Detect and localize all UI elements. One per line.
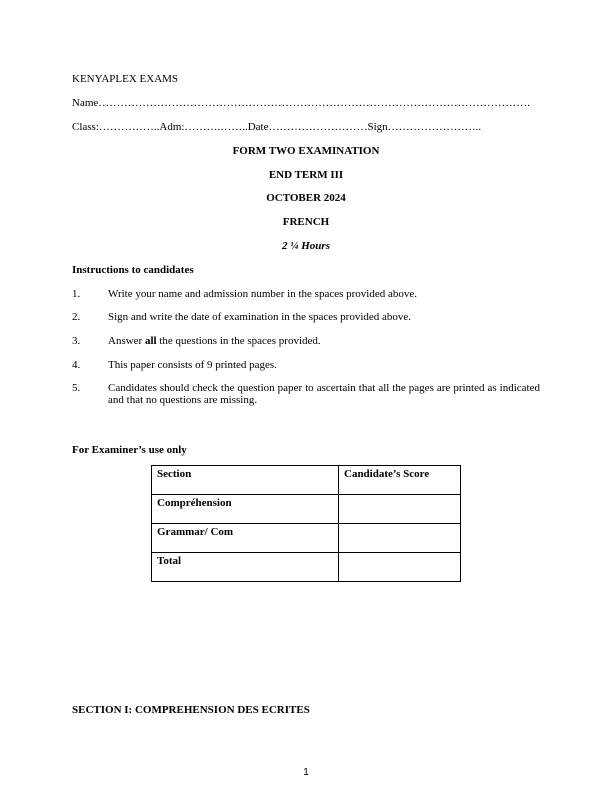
org-name: KENYAPLEX EXAMS — [72, 73, 179, 85]
table-row — [152, 524, 461, 553]
list-item-text: Answer — [108, 335, 145, 347]
list-item: Sign and write the date of examination in the spaces provided above. — [108, 311, 412, 323]
term-title: END TERM III — [268, 169, 344, 181]
header-score: Candidate’s Score — [339, 466, 461, 495]
date-title: OCTOBER 2024 — [266, 192, 346, 204]
table-row — [152, 495, 461, 524]
header-section: Section — [152, 466, 339, 495]
list-item-emphasis: all — [144, 335, 157, 347]
subject-title: FRENCH — [282, 216, 330, 228]
duration: 2 ¼ Hours — [282, 240, 330, 252]
list-item-number: 3. — [72, 335, 81, 347]
list-item — [108, 335, 540, 347]
score-cell — [339, 553, 461, 582]
table-header-row — [152, 466, 461, 495]
table-row — [152, 553, 461, 582]
list-item-number: 5. — [72, 382, 81, 394]
score-cell — [339, 524, 461, 553]
list-item: This paper consists of 9 printed pages. — [108, 359, 277, 371]
class-adm-date-sign-line: Class:……………..Adm:……….……..Date………………………Sign…………………….. — [72, 121, 482, 133]
list-item-number: 1. — [72, 288, 81, 300]
list-item: Write your name and admission number in the spaces provided above. — [108, 288, 417, 300]
list-item-number: 4. — [72, 359, 81, 371]
examiner-score-table — [151, 465, 461, 582]
section-cell: Total — [152, 553, 339, 582]
section-cell: Compréhension — [152, 495, 339, 524]
instructions-heading: Instructions to candidates — [72, 264, 194, 276]
list-item-number: 2. — [72, 311, 81, 323]
section-heading: SECTION I: COMPREHENSION DES ECRITES — [72, 704, 310, 716]
score-cell — [339, 495, 461, 524]
examiner-heading: For Examiner’s use only — [72, 444, 187, 456]
page-number: 1 — [303, 767, 309, 778]
section-cell: Grammar/ Com — [152, 524, 339, 553]
exam-title: FORM TWO EXAMINATION — [232, 145, 380, 157]
name-line: Name………………………………………………………………………………………………………. — [72, 97, 531, 109]
list-item: Candidates should check the question paper to ascertain that all the pages are printed as indicated and that no questions are missing. — [108, 382, 540, 406]
list-item-text: the questions in the spaces provided. — [156, 335, 321, 347]
